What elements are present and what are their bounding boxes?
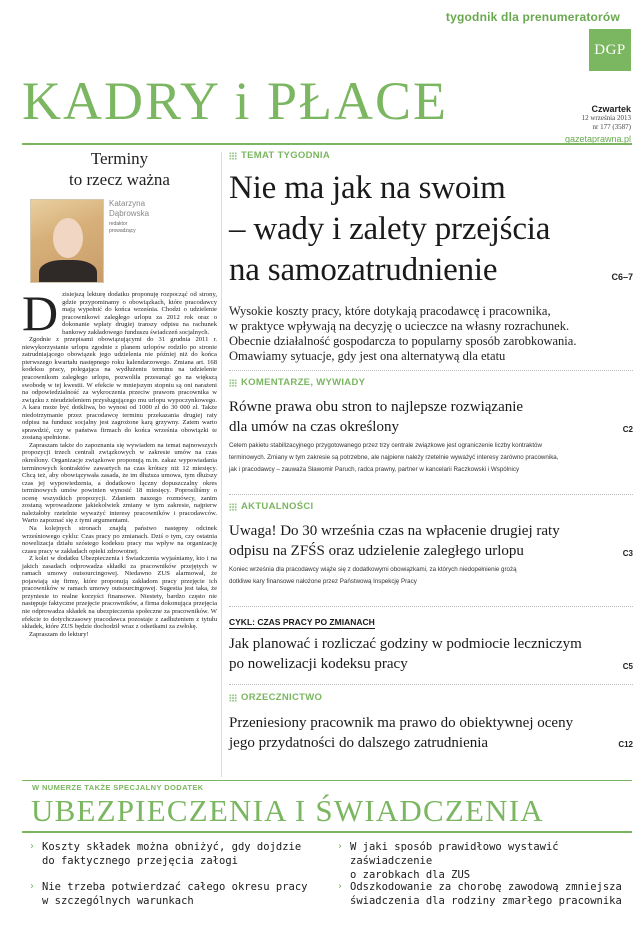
grid-icon [229, 503, 237, 511]
story-title-line: dla umów na czas określony [229, 419, 399, 435]
dotted-divider [229, 684, 633, 685]
page-ref[interactable]: C12 [618, 740, 633, 749]
supplement-top-rule [22, 780, 632, 781]
author-shoulder [39, 260, 97, 283]
dgp-logo[interactable]: DGP [589, 29, 631, 71]
lead-headline-line: Nie ma jak na swoim [229, 170, 506, 206]
story-ref-row [229, 425, 633, 435]
story-title-line: Jak planować i rozliczać godziny w podmiocie leczniczym [229, 636, 582, 652]
editorial-body [22, 285, 217, 638]
dotted-divider [229, 370, 633, 371]
supplement-item-line: w szczególnych warunkach [42, 895, 194, 907]
supplement-item-line: o zarobkach dla ZUS [350, 869, 471, 881]
section-label-text: TEMAT TYGODNIA [241, 150, 330, 161]
story-text-line: Koniec września dla pracodawcy wiąże się z dodatkowymi obowiązkami, za których niedopełnienie grożą [229, 566, 517, 573]
section-label-text: KOMENTARZE, WYWIADY [241, 377, 366, 388]
supplement-item[interactable] [338, 880, 632, 908]
editorial-paragraph: Zapraszam do lektury! [29, 630, 89, 638]
supplement-item[interactable] [30, 840, 330, 868]
header-rule [22, 143, 632, 145]
story-text-line: dotkliwe kary finansowe nałożone przez Państwową Inspekcję Pracy [229, 578, 417, 585]
lead-headline-line: – wady i zalety przejścia [229, 211, 551, 247]
chevron-right-icon: › [30, 881, 34, 892]
paragraph-text: zisiejszą lekturę dodatku proponuję rozpocząć od strony, gdzie przypominamy o obowiązkach, które pracodawcy mają wypełnić do końca września. Chodzi o udzielenie pracownikowi zaległego urlopu za 2012 rok oraz o dokonanie wpłaty drugiej transzy odpisu na rachunek bankowy zakładowego funduszu świadczeń socjalnych. [62, 291, 217, 336]
editorial-column [22, 148, 217, 638]
tagline: tygodnik dla prenumeratorów [445, 10, 620, 24]
story-title-line: po nowelizacji kodeksu pracy [229, 656, 408, 672]
story-title-line: Równe prawa obu stron to najlepsze rozwiązanie [229, 399, 524, 415]
section-label-text: AKTUALNOŚCI [241, 501, 314, 512]
grid-icon [229, 152, 237, 160]
editorial-paragraph: Z kolei w dodatku Ubezpieczenia i Świadczenia wyjaśniamy, kto i na jakich zasadach odprowadza składki za pracowników przejętych w ramach umowy outsourcingowej. Niedawno ZUS alarmował, że pojawiają się firmy, które proponują zakładom pracy przejęcie ich pracowników w ramach umowy outsourcingowej. Sugestia jest taka, że przyniesie to realne korzyści finansowe. Niestety, bardzo często nie następuje faktyczne przejęcie pracowników, a firma dokonująca przejęcia nie odprowadza składek na ubezpieczenia społeczne za pracowników. W efekcie to dotychczasowy pracodawca pozostaje z zadłużeniem z tytułu składek, które ZUS będzie dochodził wraz z odsetkami za zwłokę. [22, 555, 217, 631]
supplement-item-line: Koszty składek można obniżyć, gdy dojdzie [42, 841, 302, 853]
editorial-title-line: to rzecz ważna [69, 170, 170, 189]
story-text-line: Celem pakietu stabilizacyjnego przygotowanego przez trzy centrale związkowe jest ograniczenie liczby kontraktów [229, 442, 542, 449]
story-ref-row [229, 740, 633, 750]
supplement-item-line: świadczenia dla rodziny zmarłego pracownika [350, 895, 622, 907]
story-ref-row [229, 549, 633, 559]
lead-headline-line: na samozatrudnienie [229, 252, 498, 288]
editorial-title [22, 148, 217, 190]
lead-page-ref[interactable]: C6–7 [611, 272, 633, 282]
page-ref[interactable]: C5 [622, 662, 633, 671]
grid-icon [229, 694, 237, 702]
story-text [229, 440, 633, 476]
story-label [229, 692, 633, 703]
author-photo [30, 199, 104, 283]
story-title-line: jego przydatności do dalszego zatrudnienia [229, 735, 489, 751]
cycle-label: CYKL: CZAS PRACY PO ZMIANACH [229, 617, 375, 627]
page-ref[interactable]: C3 [622, 549, 633, 558]
supplement-item[interactable] [30, 880, 330, 908]
lead-summary-line: Omawiamy sytuacje, gdy jest ona alternatywą dla etatu [229, 349, 506, 363]
issue-info [565, 104, 631, 144]
story-text [229, 564, 633, 588]
story-label [229, 377, 633, 388]
lead-summary-line: w praktyce wpływają na decyzję o ucieczce na własny rozrachunek. [229, 319, 570, 333]
story-ref-row [229, 662, 633, 672]
masthead-title: KADRY i PŁACE [22, 71, 449, 131]
supplement-item-line: do faktycznego przejęcia załogi [42, 855, 238, 867]
lead-section-label [229, 150, 633, 161]
story-title-line: Uwaga! Do 30 września czas na wpłacenie drugiej raty [229, 523, 560, 539]
lead-summary [229, 304, 633, 364]
story-text-line: jak i pracodawcy – zauważa Sławomir Paruch, radca prawny, partner w kancelarii Raczkowski i Wspólnicy [229, 466, 520, 473]
chevron-right-icon: › [338, 881, 342, 892]
editorial-paragraph: Zgodnie z przepisami obowiązującymi do 31 grudnia 2011 r. niewykorzystanie urlopu zgodnie z planem urlopów rodziło po stronie zatrudniającego obowiązek jego udzielenia nie później niż do końca pierwszego kwartału następnego roku kalendarzowego. Zmiana art. 168 kodeksu pracy, polegająca na wydłużeniu terminu na udzielenie pracownikom zaległego urlopu, pozwoliła przesunąć go na większą swobodę w tej kwestii. W efekcie w mniejszym stopniu są oni narażeni na odpowiedzialność za wykroczenia przeciw prawom pracownika w związku z nieudzieleniem przysługującego mu urlopu wypoczynkowego. A kara może być dotkliwa, bo wynosi od 1000 zł do 30 000 zł. Także niedotrzymanie przez pracodawcę terminu przekazania drugiej raty odpisu na fundusz socjalny jest zagrożone karą grzywny. Zatem warto sprawdzić, czy w państwa firmach do końca września obowiązki te zostaną spełnione. [22, 336, 217, 442]
supplement-item-line: W jaki sposób prawidłowo wystawić zaświadczenie [350, 841, 559, 867]
supplement-item[interactable] [338, 840, 632, 882]
supplement-title[interactable]: UBEZPIECZENIA I ŚWIADCZENIA [31, 793, 544, 828]
supplement-item-line: Nie trzeba potwierdzać całego okresu pracy [42, 881, 308, 893]
author-box [22, 199, 217, 283]
issue-date: 12 września 2013 [581, 114, 631, 122]
drop-cap: D [22, 285, 59, 341]
story-title-line: Przeniesiony pracownik ma prawo do obiektywnej oceny [229, 715, 574, 731]
chevron-right-icon: › [30, 841, 34, 852]
author-face [53, 218, 83, 258]
editorial-paragraph [22, 285, 217, 341]
grid-icon [229, 379, 237, 387]
supplement-rule [22, 831, 632, 833]
issue-day: Czwartek [591, 104, 631, 114]
author-role: redaktor prowadzący [109, 221, 136, 234]
story-label [229, 612, 633, 630]
story-title-line: odpisu na ZFŚS oraz udzielenie zaległego urlopu [229, 543, 524, 559]
page-ref[interactable]: C2 [622, 425, 633, 434]
lead-summary-line: Obecnie działalność gospodarcza to popularny sposób zarobkowania. [229, 334, 577, 348]
editorial-title-line: Terminy [90, 149, 149, 168]
author-last-name: Dąbrowska [109, 209, 150, 218]
dotted-divider [229, 494, 633, 495]
author-name [109, 199, 149, 219]
author-first-name: Katarzyna [109, 199, 146, 208]
editorial-paragraph: Na kolejnych stronach znajdą państwo następny odcinek wrześniowego cyklu: Czas pracy po zmianach. Dziś o tym, czy ostatnia nowelizacja działu szóstego kodeksu pracy ma wpływ na organizację czasu pracy w zakładach opieki zdrowotnej. [22, 524, 217, 555]
lead-summary-line: Wysokie koszty pracy, które dotykają pracodawcę i pracownika, [229, 304, 551, 318]
dotted-divider [229, 606, 633, 607]
story-text-line: terminowych. Zmiany w tym zakresie są potrzebne, ale najpierw należy rzetelnie wyważyć interesy zarówno pracownika, [229, 454, 559, 461]
supplement-label: W NUMERZE TAKŻE SPECJALNY DODATEK [32, 783, 204, 792]
site-link[interactable]: gazetaprawna.pl [564, 133, 631, 144]
chevron-right-icon: › [338, 841, 342, 852]
section-label-text: ORZECZNICTWO [241, 692, 323, 703]
editorial-paragraph: Zapraszam także do zapoznania się wywiadem na temat najnowszych propozycji trzech centrali związkowych w zakresie umów na czas określony. Organizacje związkowe proponują m.in. zakaz wypowiadania terminowych kontraktów zawartych na czas krótszy niż 12 miesięcy. Chcą też, aby obowiązywała zasada, że im dłuższa umowa, tym dłuższy czas jej wypowiedzenia, a dodatkowo łączny dopuszczalny okres terminowych umów powinien wynosić 18 miesięcy. Poprosiliśmy o ocenę wszystkich propozycji. Zdaniem naszego rozmówcy, zanim zostaną wprowadzone jakiekolwiek zmiany w tym zakresie, najpierw należałoby rzetelnie wyważyć interesy pracowników i pracodawców. Warto zapoznać się z tymi argumentami. [22, 441, 217, 525]
issue-number: nr 177 (3587) [592, 122, 631, 131]
story-label [229, 501, 633, 512]
lead-ref-row [229, 272, 633, 284]
column-divider [221, 152, 222, 777]
supplement-item-line: Odszkodowanie za chorobę zawodową zmniejsza [350, 881, 622, 893]
